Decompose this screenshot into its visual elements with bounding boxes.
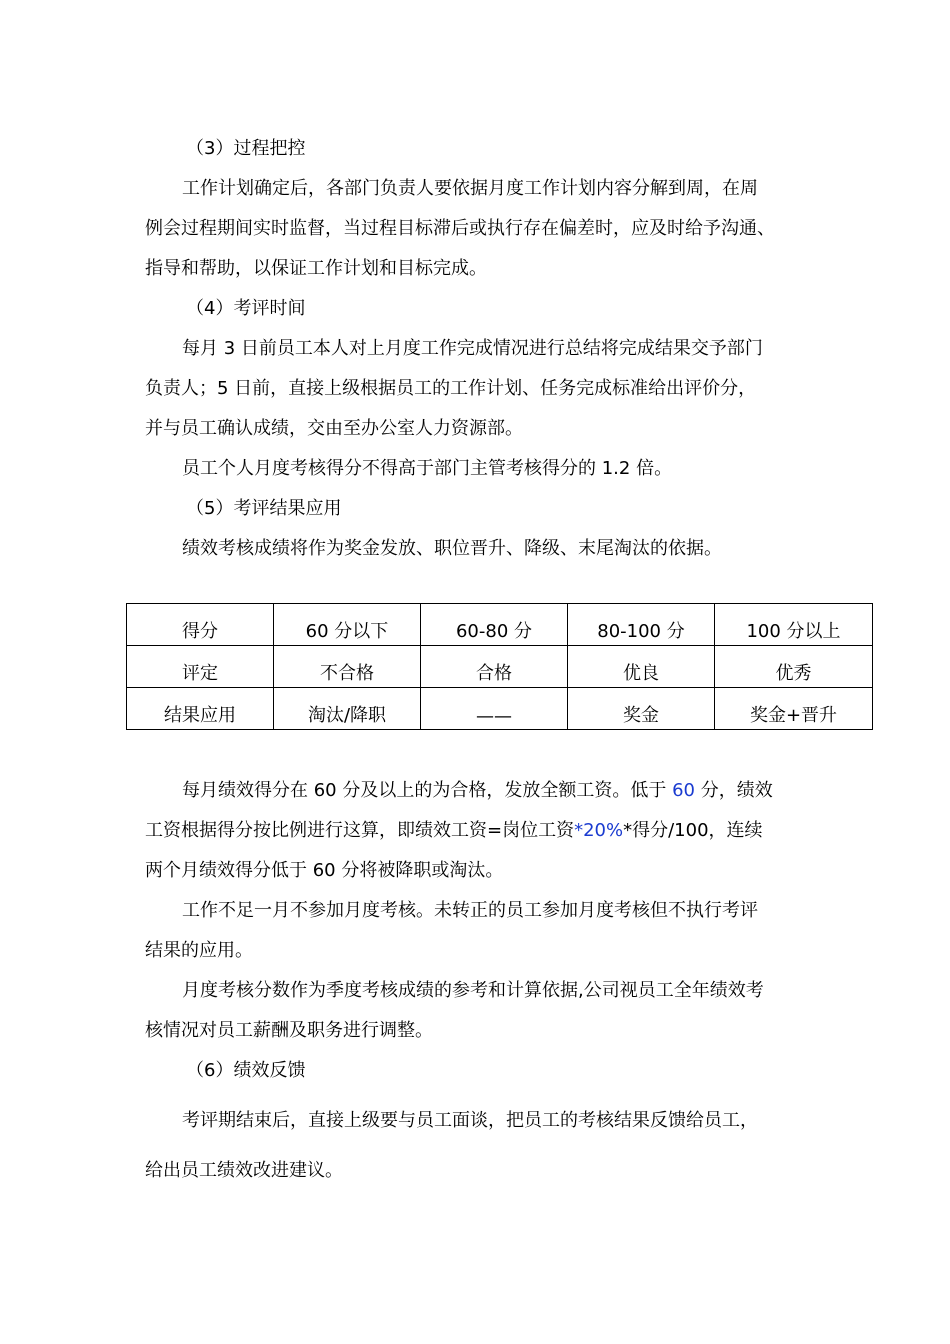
paragraph-line: 两个月绩效得分低于 60 分将被降职或淘汰。	[145, 860, 504, 881]
table-cell: 结果应用	[127, 688, 274, 730]
highlighted-text: *20%	[574, 820, 624, 841]
table-cell: 奖金+晋升	[715, 688, 873, 730]
paragraph-line	[182, 779, 773, 803]
paragraph-line: 工作不足一月不参加月度考核。未转正的员工参加月度考核但不执行考评	[182, 900, 758, 921]
table-cell: 淘汰/降职	[274, 688, 421, 730]
table-cell: 不合格	[274, 646, 421, 688]
paragraph-line: 结果的应用。	[145, 940, 253, 961]
table-cell: 评定	[127, 646, 274, 688]
paragraph-line: 核情况对员工薪酬及职务进行调整。	[145, 1020, 433, 1041]
text-span: *得分/100，连续	[623, 820, 763, 841]
table-cell: 奖金	[568, 688, 715, 730]
table-cell: ——	[421, 688, 568, 730]
paragraph-line: 例会过程期间实时监督，当过程目标滞后或执行存在偏差时，应及时给予沟通、	[145, 218, 775, 239]
section-3-heading: （3）过程把控	[186, 138, 306, 159]
section-4-heading: （4）考评时间	[186, 298, 306, 319]
table-cell: 60 分以下	[274, 604, 421, 646]
table-cell: 60-80 分	[421, 604, 568, 646]
paragraph-line: 给出员工绩效改进建议。	[145, 1160, 343, 1181]
table-row	[127, 688, 873, 730]
table-cell: 100 分以上	[715, 604, 873, 646]
table-cell: 得分	[127, 604, 274, 646]
section-5-heading: （5）考评结果应用	[186, 498, 342, 519]
paragraph-line: 负责人；5 日前，直接上级根据员工的工作计划、任务完成标准给出评价分，	[145, 378, 757, 399]
text-span: 工资根据得分按比例进行这算，即绩效工资=岗位工资	[145, 820, 575, 841]
table-cell: 优良	[568, 646, 715, 688]
table-cell: 80-100 分	[568, 604, 715, 646]
table-cell: 合格	[421, 646, 568, 688]
highlighted-text: 60	[672, 780, 695, 801]
paragraph-line: 考评期结束后，直接上级要与员工面谈，把员工的考核结果反馈给员工，	[182, 1110, 758, 1131]
paragraph-line: 每月 3 日前员工本人对上月度工作完成情况进行总结将完成结果交予部门	[182, 338, 763, 359]
text-span: 分，绩效	[694, 780, 773, 801]
paragraph-line: 绩效考核成绩将作为奖金发放、职位晋升、降级、末尾淘汰的依据。	[182, 538, 722, 559]
table-row	[127, 646, 873, 688]
table-row	[127, 604, 873, 646]
grade-table	[126, 603, 873, 730]
paragraph-line: 工作计划确定后，各部门负责人要依据月度工作计划内容分解到周，在周	[182, 178, 758, 199]
section-6-heading: （6）绩效反馈	[186, 1060, 306, 1081]
paragraph-line	[145, 819, 763, 843]
paragraph-line: 指导和帮助，以保证工作计划和目标完成。	[145, 258, 487, 279]
paragraph-line: 并与员工确认成绩，交由至办公室人力资源部。	[145, 418, 523, 439]
table-cell: 优秀	[715, 646, 873, 688]
text-span: 每月绩效得分在 60 分及以上的为合格，发放全额工资。低于	[182, 780, 673, 801]
paragraph-line: 员工个人月度考核得分不得高于部门主管考核得分的 1.2 倍。	[182, 458, 673, 479]
paragraph-line: 月度考核分数作为季度考核成绩的参考和计算依据,公司视员工全年绩效考	[182, 980, 764, 1001]
